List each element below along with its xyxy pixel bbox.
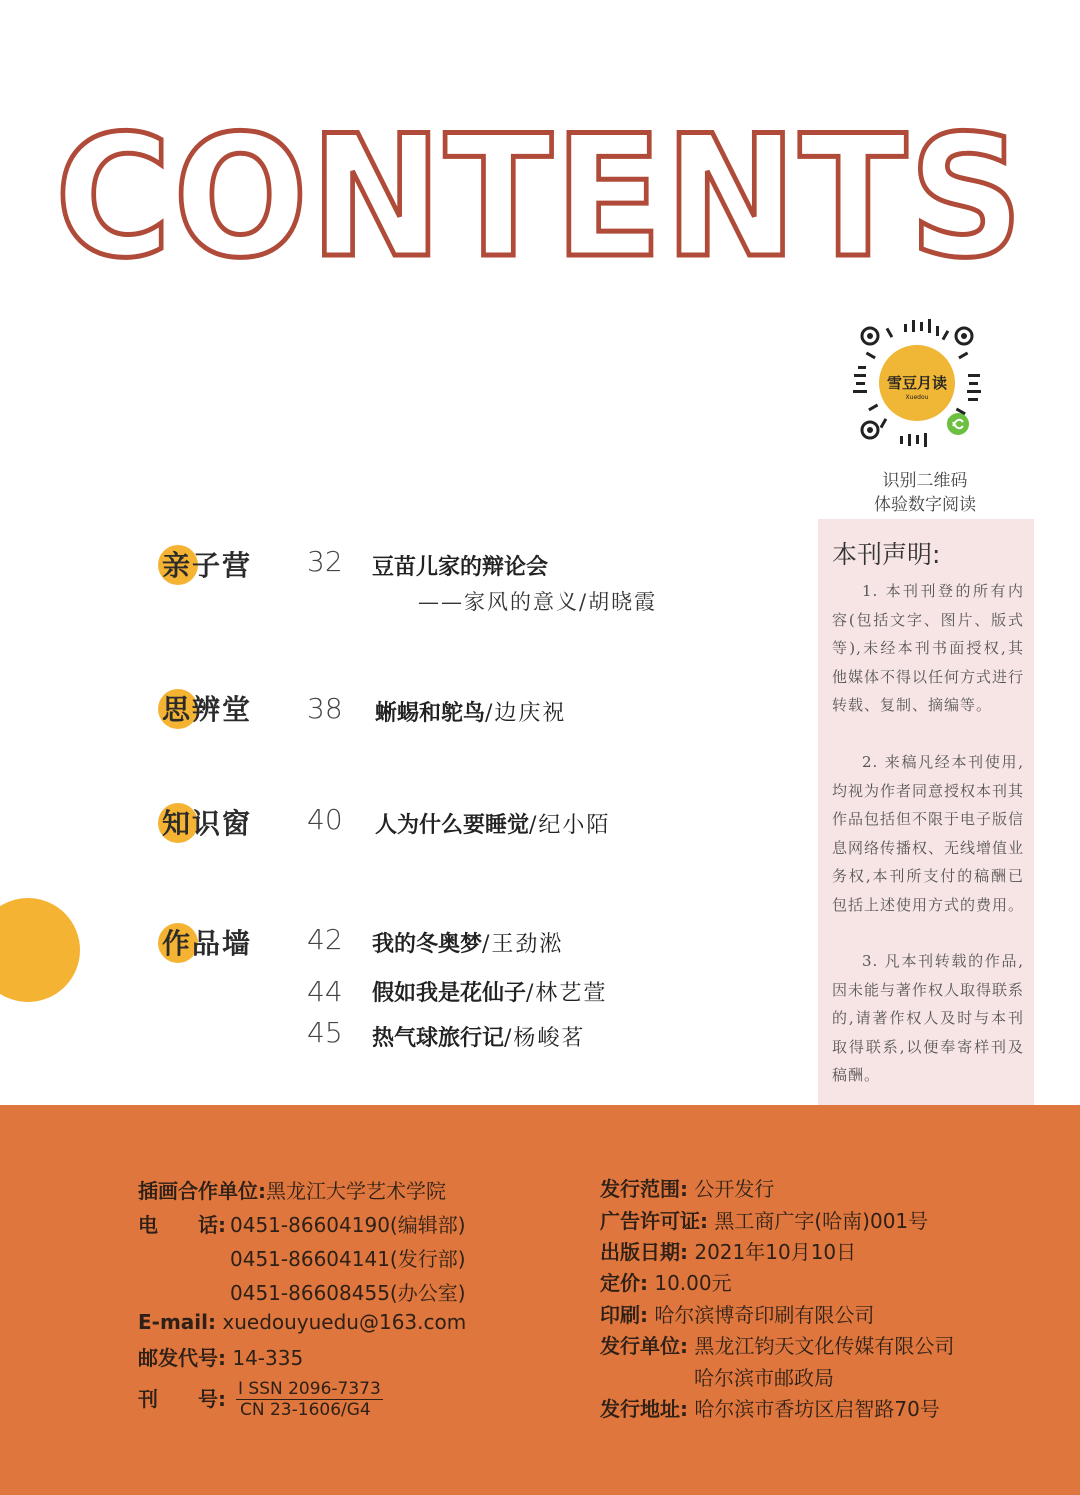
article-title: 我的冬奥梦 bbox=[372, 932, 483, 957]
ad-license-row: 广告许可证: 黑工商广字(哈南)001号 bbox=[600, 1209, 929, 1233]
decorative-circle bbox=[0, 898, 80, 1002]
page-number: 42 bbox=[307, 923, 343, 956]
article-subtitle: ——家风的意义/胡晓霞 bbox=[418, 590, 658, 614]
article-link[interactable] bbox=[375, 696, 566, 727]
issn-number: I SSN 2096-7373 bbox=[238, 1379, 381, 1399]
section-label-parent-child: 亲子营 bbox=[160, 542, 270, 588]
phone-row: 电 话: bbox=[138, 1213, 226, 1237]
page-number: 45 bbox=[307, 1016, 343, 1049]
publisher-row-2: 哈尔滨市邮政局 bbox=[694, 1366, 834, 1390]
qr-caption-line1: 识别二维码 bbox=[882, 471, 968, 491]
qr-logo-sub: Xuedou bbox=[905, 394, 929, 401]
publisher-row: 发行单位: 黑龙江钧天文化传媒有限公司 bbox=[600, 1334, 955, 1358]
article-link[interactable] bbox=[372, 927, 563, 958]
phone-distribution: 0451-86604141(发行部) bbox=[230, 1247, 466, 1271]
article-author: /纪小陌 bbox=[529, 813, 611, 838]
publish-date-row: 出版日期: 2021年10月10日 bbox=[600, 1240, 857, 1264]
printer-row: 印刷: 哈尔滨博奇印刷有限公司 bbox=[600, 1303, 875, 1327]
article-author: /林艺萱 bbox=[526, 981, 608, 1006]
qr-logo-text: 雪豆月读 bbox=[886, 374, 948, 392]
phone-editorial: 0451-86604190(编辑部) bbox=[230, 1213, 466, 1237]
article-author: /边庆祝 bbox=[485, 701, 567, 726]
article-title: 热气球旅行记 bbox=[372, 1026, 505, 1051]
page-number: 32 bbox=[307, 545, 343, 578]
statement-title: 本刊声明: bbox=[832, 540, 941, 569]
email-link[interactable]: xuedouyuedu@163.com bbox=[222, 1310, 467, 1334]
phone-office: 0451-86608455(办公室) bbox=[230, 1281, 466, 1305]
article-title: 人为什么要睡觉 bbox=[375, 813, 530, 838]
article-link[interactable] bbox=[372, 976, 607, 1007]
email-row: E-mail: xuedouyuedu@163.com bbox=[138, 1310, 467, 1334]
article-author: /杨峻茗 bbox=[504, 1026, 586, 1051]
article-link[interactable] bbox=[375, 808, 610, 839]
footer-info bbox=[0, 1105, 1080, 1495]
price-row: 定价: 10.00元 bbox=[600, 1271, 732, 1295]
scope-row: 发行范围: 公开发行 bbox=[600, 1177, 775, 1201]
cn-number: CN 23-1606/G4 bbox=[240, 1400, 371, 1420]
article-author: /王劲淞 bbox=[482, 932, 564, 957]
contents-heading bbox=[40, 112, 1040, 282]
qr-code[interactable] bbox=[852, 318, 982, 448]
issn-block bbox=[236, 1379, 383, 1420]
qr-caption-line2: 体验数字阅读 bbox=[874, 495, 976, 515]
article-title: 豆苗儿家的辩论会 bbox=[372, 555, 549, 580]
article-link[interactable] bbox=[372, 1021, 585, 1052]
page-number: 38 bbox=[307, 692, 343, 725]
article-title: 蜥蜴和鸵鸟 bbox=[375, 701, 486, 726]
mini-program-icon bbox=[947, 413, 969, 435]
contents-heading-text: CONTENTS bbox=[55, 112, 1025, 282]
page-number: 40 bbox=[307, 803, 343, 836]
statement-box bbox=[818, 519, 1034, 1174]
article-title: 假如我是花仙子 bbox=[372, 981, 527, 1006]
statement-paragraph-1: 1. 本刊刊登的所有内容(包括文字、图片、版式等),未经本刊书面授权,其他媒体不得以任何方式进行转载、复制、摘编等。 bbox=[832, 582, 1025, 714]
article-link[interactable] bbox=[372, 550, 548, 581]
section-label-knowledge: 知识窗 bbox=[160, 800, 270, 846]
section-label-works: 作品墙 bbox=[160, 920, 270, 966]
statement-paragraph-2: 2. 来稿凡经本刊使用,均视为作者同意授权本刊其作品包括但不限于电子版信息网络传播权、无线增值业务权,本刊所支付的稿酬已包括上述使用方式的费用。 bbox=[832, 753, 1025, 914]
page-number: 44 bbox=[307, 975, 343, 1008]
section-label-thinking: 思辨堂 bbox=[160, 686, 270, 732]
illustration-partner: 插画合作单位:黑龙江大学艺术学院 bbox=[138, 1179, 446, 1203]
statement-paragraph-3: 3. 凡本刊转载的作品,因未能与著作权人取得联系的,请著作权人及时与本刊取得联系,以便奉寄样刊及稿酬。 bbox=[832, 952, 1025, 1084]
issn-label: 刊 号: bbox=[138, 1387, 226, 1411]
address-row: 发行地址: 哈尔滨市香坊区启智路70号 bbox=[600, 1397, 940, 1421]
postal-code-row: 邮发代号: 14-335 bbox=[138, 1346, 304, 1370]
